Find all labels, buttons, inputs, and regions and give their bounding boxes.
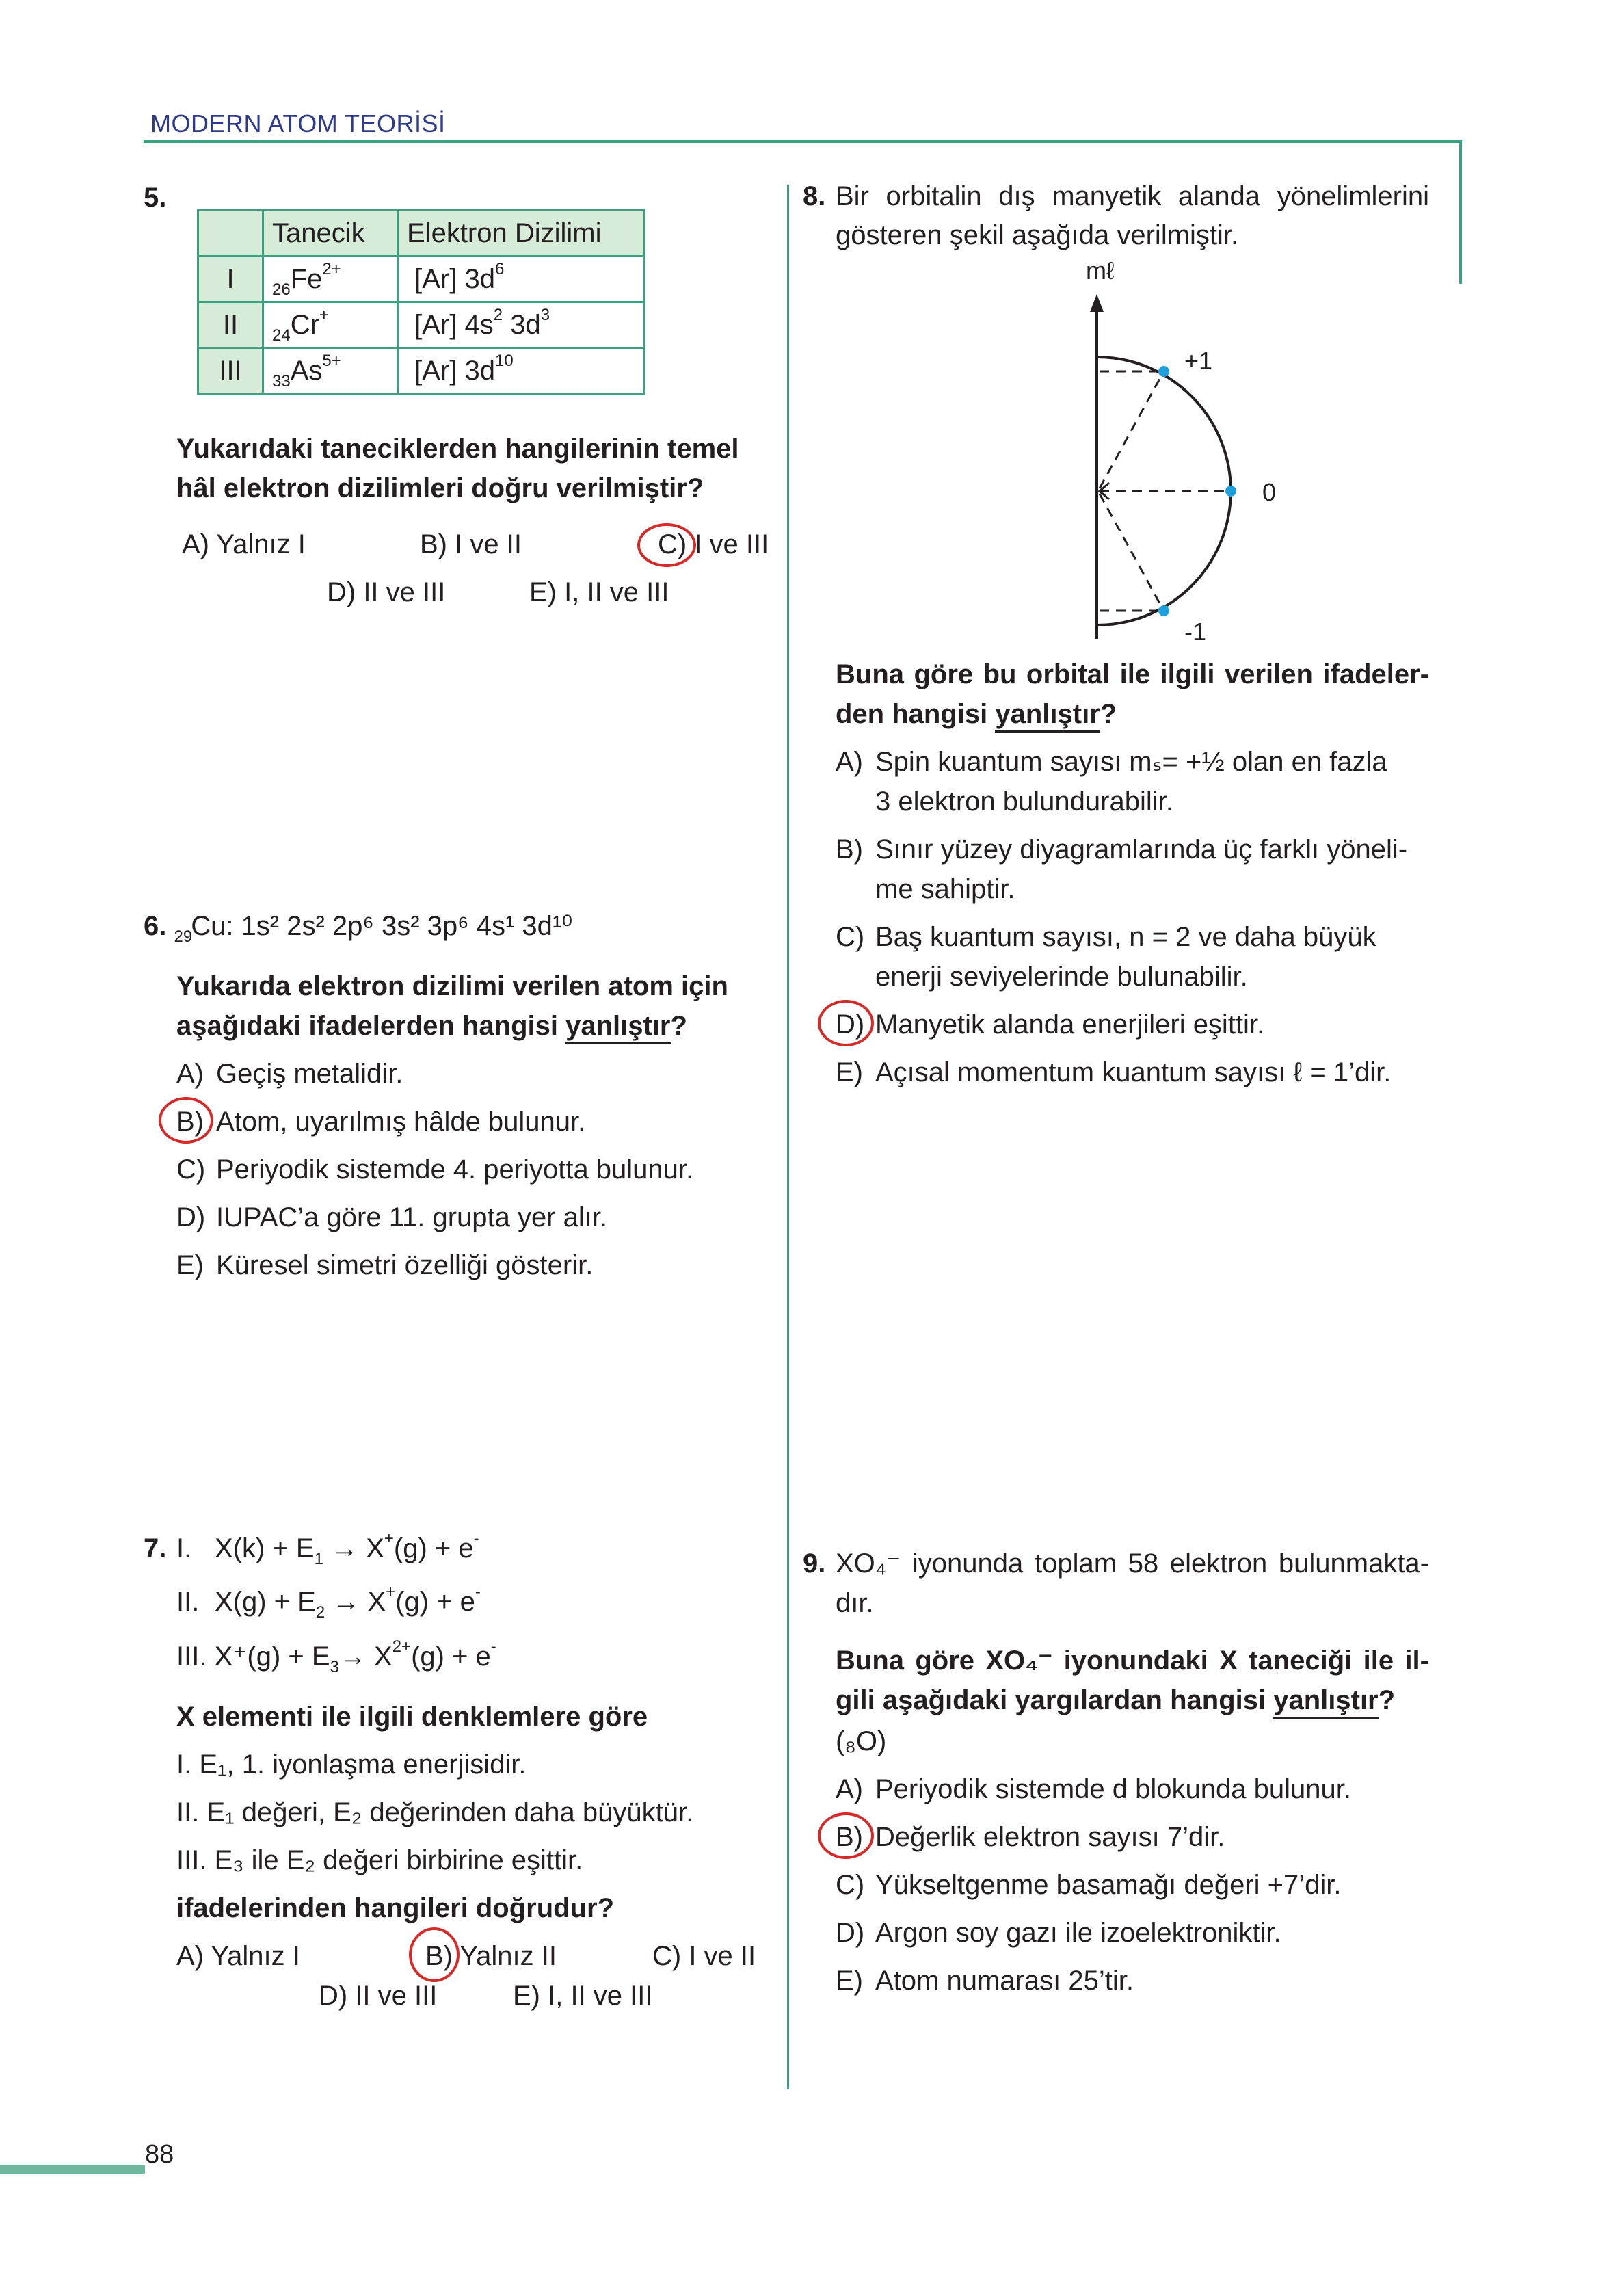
q8-intro-line2: gösteren şekil aşağıda verilmiştir. xyxy=(836,220,1239,250)
table-cell-species: $_{24}$Cr+ xyxy=(263,302,398,348)
q7-option-a[interactable]: A) Yalnız I xyxy=(176,1941,300,1971)
q8-option-e[interactable]: E) Açısal momentum kuantum sayısı ℓ = 1’dir. xyxy=(836,1057,1392,1087)
table-cell-config: [Ar] $4s^2$ $3d^3$ xyxy=(398,302,645,348)
q8-option-a[interactable]: A) Spin kuantum sayısı mₛ= +½ olan en fazla xyxy=(836,747,1387,777)
q8-option-c[interactable]: C) Baş kuantum sayısı, n = 2 ve daha büyük xyxy=(836,922,1376,952)
q8-intro-line1: Bir orbitalin dış manyetik alanda yönelimlerini xyxy=(836,181,1429,211)
q8-question-line2: den hangisi yanlıştır? xyxy=(836,698,1117,730)
q5-answer-circle xyxy=(637,523,696,567)
table-row-label: I xyxy=(198,256,263,302)
q8-answer-circle xyxy=(818,1000,874,1046)
q7-statement-3: III. E₃ ile E₂ değeri birbirine eşittir. xyxy=(176,1845,583,1875)
q9-intro-line1: XO₄⁻ iyonunda toplam 58 elektron bulunmakta- xyxy=(836,1548,1429,1579)
q5-option-e[interactable]: E) I, II ve III xyxy=(529,577,669,607)
underlined-word: yanlıştır xyxy=(995,699,1100,733)
q8-option-a-cont: 3 elektron bulundurabilir. xyxy=(875,787,1173,817)
q8-option-b-cont: me sahiptir. xyxy=(875,874,1015,904)
q9-note: (₈O) xyxy=(836,1726,887,1756)
table-corner xyxy=(198,211,263,256)
q9-question-line1: Buna göre XO₄⁻ iyonundaki X taneciği ile il- xyxy=(836,1646,1429,1676)
label-plus-one: +1 xyxy=(1184,347,1213,375)
q7-option-e[interactable]: E) I, II ve III xyxy=(513,1981,653,2011)
point-minus-one xyxy=(1158,605,1169,616)
page-number: 88 xyxy=(145,2140,174,2169)
point-plus-one xyxy=(1158,366,1169,377)
header-rule-right xyxy=(1459,140,1462,284)
q6-option-e[interactable]: E) Küresel simetri özelliği gösterir. xyxy=(176,1250,594,1280)
q9-answer-circle xyxy=(818,1812,874,1859)
table-row-label: III xyxy=(198,348,263,394)
q9-option-e[interactable]: E) Atom numarası 25’tir. xyxy=(836,1966,1134,1996)
q7-option-b[interactable]: B) Yalnız II xyxy=(425,1941,557,1971)
axis-label: mℓ xyxy=(1086,256,1115,285)
label-minus-one: -1 xyxy=(1184,618,1207,646)
table-cell-config: [Ar] $3d^6$ xyxy=(398,256,645,302)
axis-arrow-head xyxy=(1090,294,1104,312)
diagonal-dash-bottom xyxy=(1100,494,1164,611)
q6-option-b[interactable]: B) Atom, uyarılmış hâlde bulunur. xyxy=(176,1107,586,1137)
q6-question-line2: aşağıdaki ifadelerden hangisi yanlıştır? xyxy=(176,1009,687,1042)
q9-option-c[interactable]: C) Yükseltgenme basamağı değeri +7’dir. xyxy=(836,1870,1342,1900)
q9-intro-line2: dır. xyxy=(836,1588,874,1618)
table-cell-config: [Ar] $3d^{10}$ xyxy=(398,348,645,394)
q7-statement-1: I. E₁, 1. iyonlaşma enerjisidir. xyxy=(176,1750,527,1780)
table-header-config: Elektron Dizilimi xyxy=(398,211,645,256)
q9-option-d[interactable]: D) Argon soy gazı ile izoelektroniktir. xyxy=(836,1918,1281,1948)
q6-formula: 6. $_{29}$Cu: 1s² 2s² 2p⁶ 3s² 3p⁶ 4s¹ 3d¹⁰ xyxy=(144,911,573,946)
q6-question-line1: Yukarıda elektron dizilimi verilen atom için xyxy=(176,971,728,1001)
table-cell-species: $_{26}Fe^{2+}$ xyxy=(263,256,398,302)
q8-orbital-diagram xyxy=(1067,253,1286,650)
underlined-word: yanlıştır xyxy=(565,1011,670,1044)
q7-option-d[interactable]: D) II ve III xyxy=(319,1981,438,2011)
diagonal-dash-top xyxy=(1100,371,1164,488)
q7-equation-1: I. $X(k) + E_1 \to X^+(g) + e^-$ xyxy=(176,1529,479,1568)
question-number: 9. xyxy=(803,1548,826,1579)
q7-intro: X elementi ile ilgili denklemlere göre xyxy=(176,1702,648,1732)
q6-answer-circle xyxy=(159,1097,213,1144)
question-number: 5. xyxy=(144,183,167,213)
q7-question: ifadelerinden hangileri doğrudur? xyxy=(176,1893,615,1923)
underlined-word: yanlıştır xyxy=(1273,1685,1378,1719)
q8-option-d[interactable]: D) Manyetik alanda enerjileri eşittir. xyxy=(836,1009,1265,1040)
q8-option-c-cont: enerji seviyelerinde bulunabilir. xyxy=(875,962,1248,992)
q5-option-b[interactable]: B) I ve II xyxy=(420,529,522,559)
q5-option-d[interactable]: D) II ve III xyxy=(327,577,446,607)
table-header-tanecik: Tanecik xyxy=(263,211,398,256)
q6-option-d[interactable]: D) IUPAC’a göre 11. grupta yer alır. xyxy=(176,1202,608,1232)
q9-option-a[interactable]: A) Periyodik sistemde d blokunda bulunur. xyxy=(836,1774,1351,1804)
q5-option-c[interactable]: C) I ve III xyxy=(658,529,769,559)
q5-table xyxy=(197,209,645,395)
q7-statement-2: II. E₁ değeri, E₂ değerinden daha büyüktür. xyxy=(176,1797,694,1827)
q8-question-line1: Buna göre bu orbital ile ilgili verilen ifadeler- xyxy=(836,659,1429,689)
table-cell-species: $_{33}As^{5+}$ xyxy=(263,348,398,394)
footer-bar xyxy=(0,2165,145,2174)
question-number: 8. xyxy=(803,181,826,211)
column-divider xyxy=(787,185,789,2089)
header-rule xyxy=(144,140,1462,143)
q7-equation-3: III. $X^+(g) + E_3\to X^{2+}(g) + e^-$ xyxy=(176,1637,496,1676)
question-number: 7. xyxy=(144,1533,167,1563)
page-header-title: MODERN ATOM TEORİSİ xyxy=(150,109,446,137)
label-zero: 0 xyxy=(1262,478,1277,506)
q5-option-a[interactable]: A) Yalnız I xyxy=(182,529,306,559)
q7-answer-circle xyxy=(409,1927,460,1982)
q7-option-c[interactable]: C) I ve II xyxy=(652,1941,756,1971)
q6-option-c[interactable]: C) Periyodik sistemde 4. periyotta bulunur. xyxy=(176,1154,694,1185)
q8-option-b[interactable]: B) Sınır yüzey diyagramlarında üç farklı yöneli- xyxy=(836,834,1408,865)
q5-question-line1: Yukarıdaki taneciklerden hangilerinin temel xyxy=(176,434,739,464)
point-zero xyxy=(1225,486,1236,497)
table-row-label: II xyxy=(198,302,263,348)
q6-option-a[interactable]: A) Geçiş metalidir. xyxy=(176,1059,403,1089)
q9-option-b[interactable]: B) Değerlik elektron sayısı 7’dir. xyxy=(836,1822,1225,1852)
q9-question-line2: gili aşağıdaki yargılardan hangisi yanlıştır? xyxy=(836,1684,1395,1717)
q5-question-line2: hâl elektron dizilimleri doğru verilmiştir? xyxy=(176,473,704,503)
q7-equation-2: II. $X(g) + E_2 \to X^+(g) + e^-$ xyxy=(176,1583,481,1622)
